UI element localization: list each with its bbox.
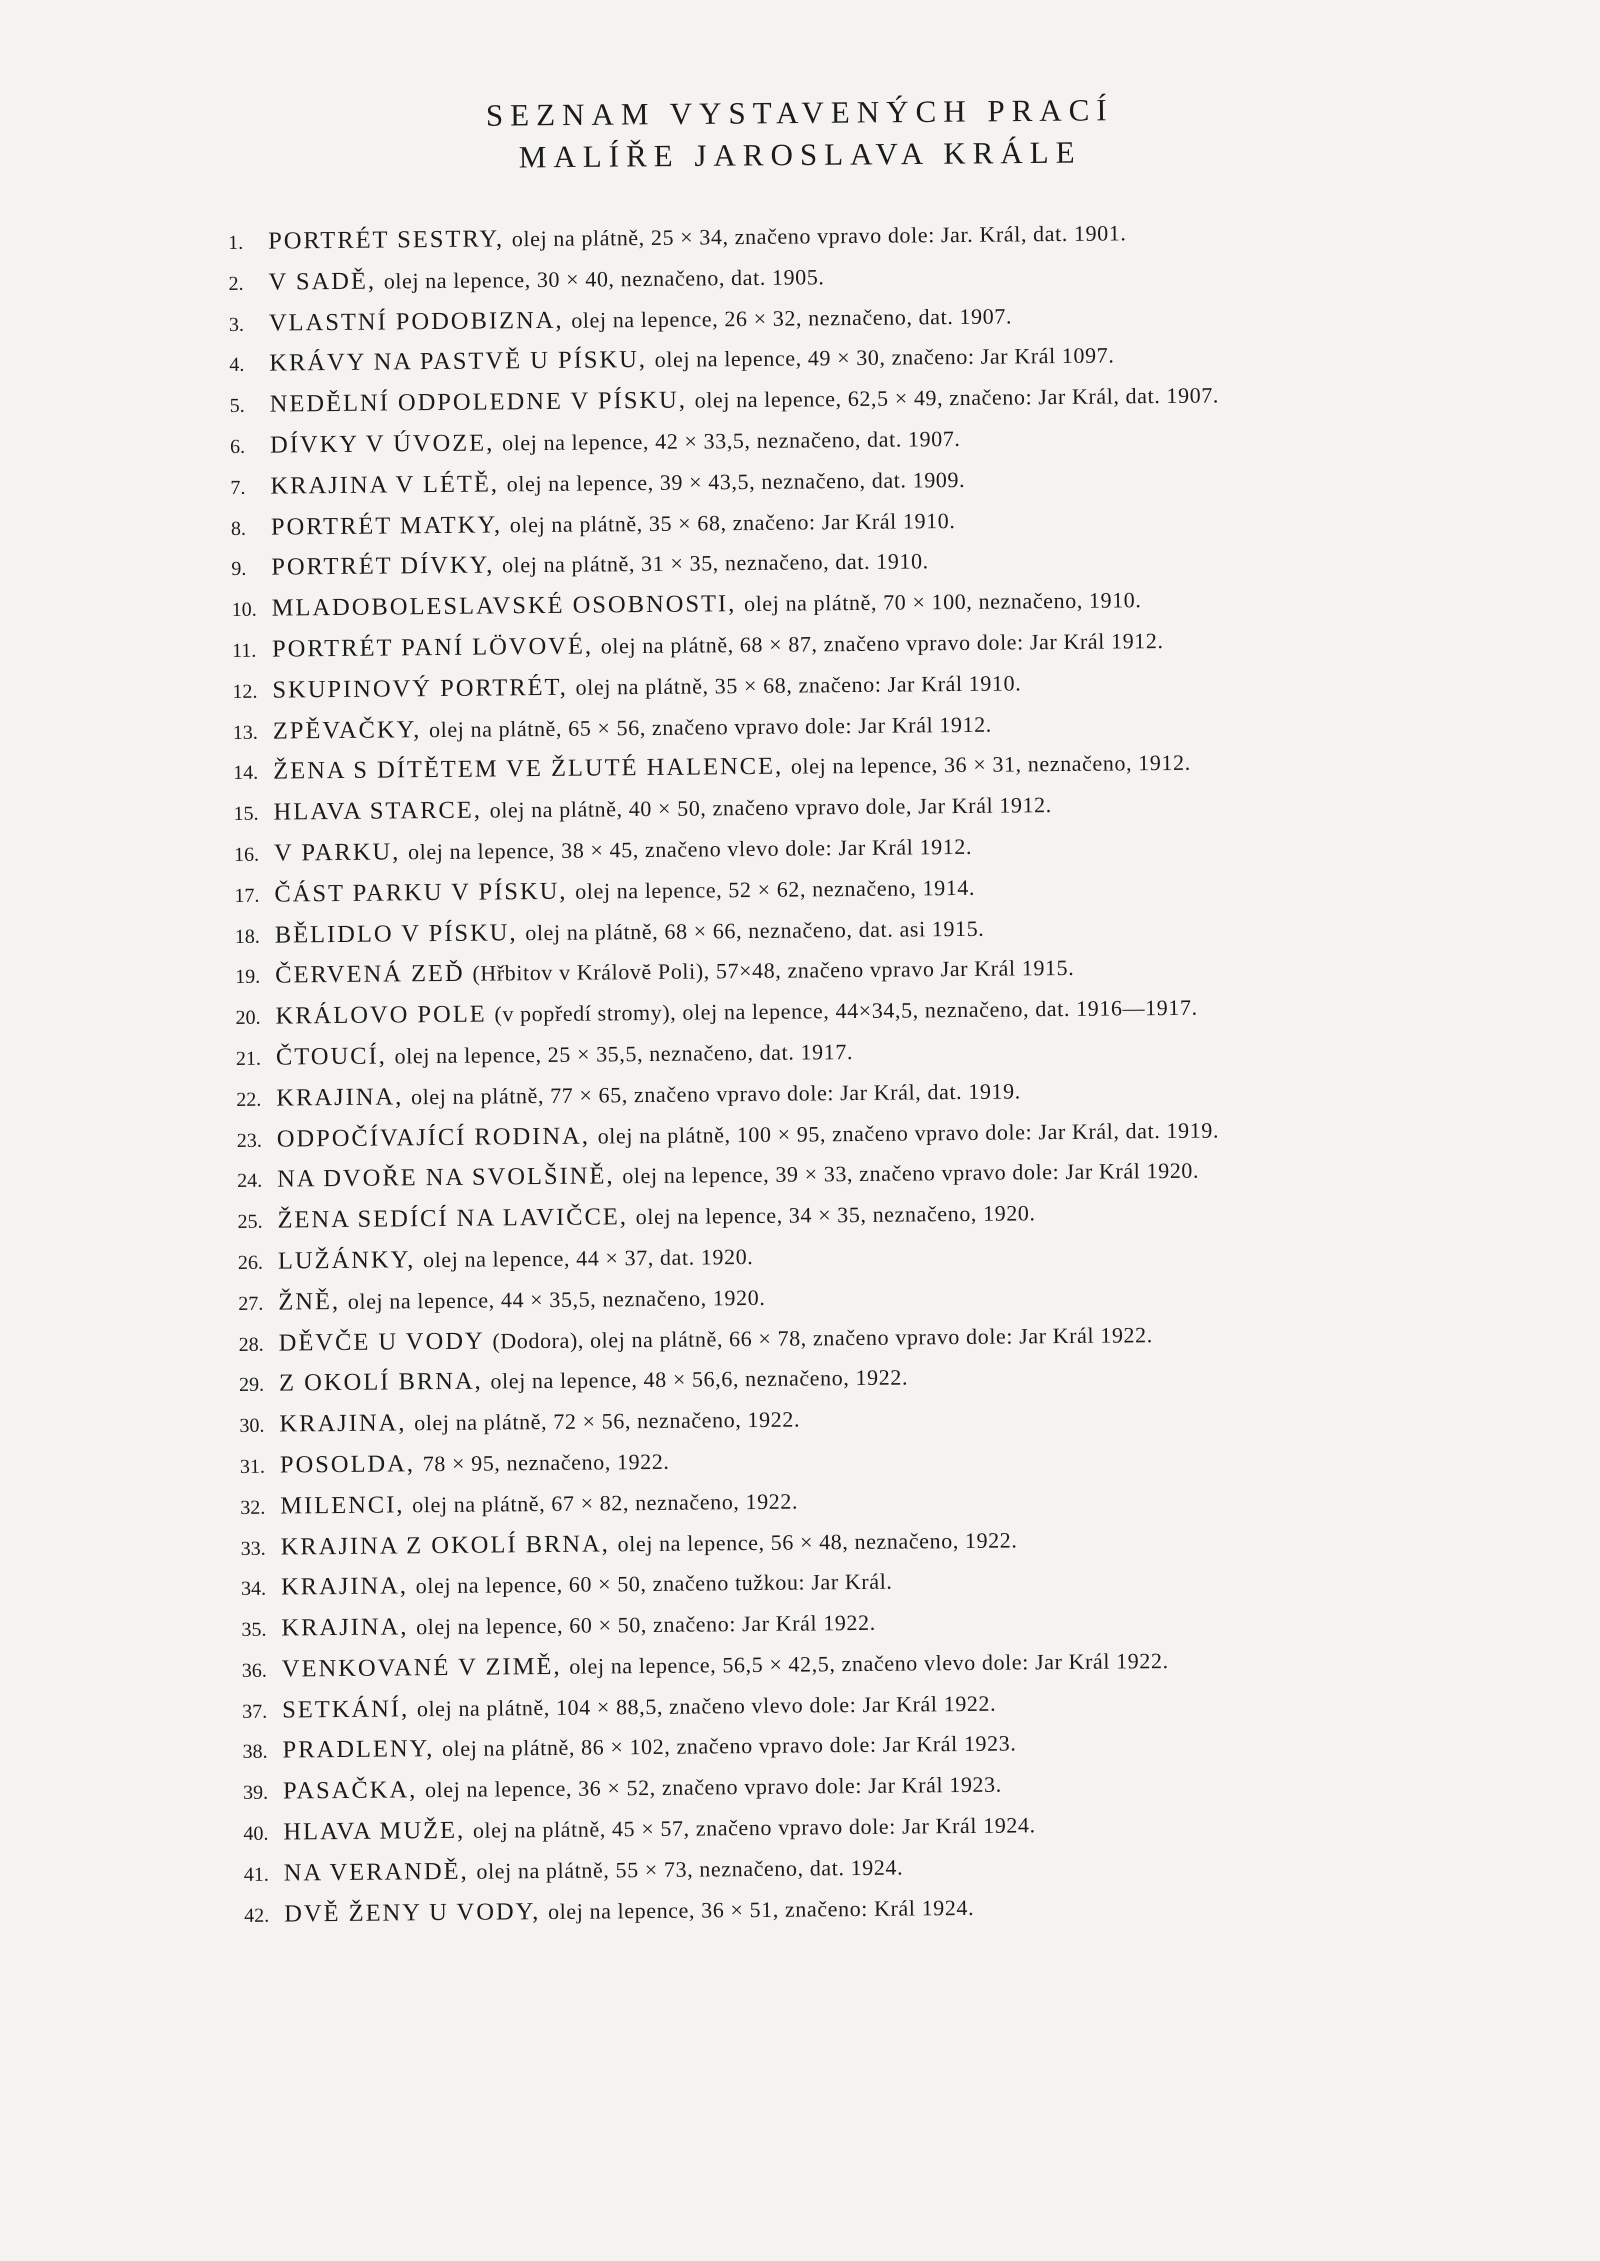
item-title: ŽENA SEDÍCÍ NA LAVIČCE, bbox=[277, 1203, 629, 1234]
item-details: olej na plátně, 35 × 68, značeno: Jar Král 1910. bbox=[509, 507, 956, 537]
item-number: 18. bbox=[234, 925, 260, 948]
item-title: PRADLENY, bbox=[282, 1735, 435, 1765]
item-number: 20. bbox=[235, 1006, 261, 1030]
item-title: KRÁVY NA PASTVĚ U PÍSKU, bbox=[269, 346, 648, 377]
item-details: olej na lepence, 30 × 40, neznačeno, dat. 1905. bbox=[383, 264, 825, 294]
item-title: ČÁST PARKU V PÍSKU, bbox=[274, 877, 568, 908]
item-details: (Hřbitov v Královĕ Poli), 57×48, značeno vpravo Jar Král 1915. bbox=[472, 955, 1075, 987]
title-line-2: MALÍŘE JAROSLAVA KRÁLE bbox=[518, 134, 1082, 175]
item-details: olej na lepence, 49 × 30, značeno: Jar Král 1097. bbox=[654, 342, 1115, 373]
item-number: 25. bbox=[237, 1210, 263, 1234]
item-number: 24. bbox=[237, 1170, 263, 1193]
item-title: KRÁLOVO POLE bbox=[275, 1000, 487, 1030]
item-details: olej na lepence, 25 × 35,5, neznačeno, dat. 1917. bbox=[394, 1038, 854, 1069]
item-title: KRAJINA, bbox=[276, 1083, 404, 1112]
item-details: olej na lepence, 60 × 50, značeno: Jar Král 1922. bbox=[416, 1609, 876, 1640]
item-details: olej na lepence, 48 × 56,6, neznačeno, 1922. bbox=[490, 1364, 909, 1394]
item-title: PORTRÉT MATKY, bbox=[270, 510, 503, 541]
item-number: 22. bbox=[236, 1088, 262, 1111]
item-number: 28. bbox=[238, 1333, 264, 1356]
item-number: 9. bbox=[231, 558, 247, 581]
item-number: 11. bbox=[231, 639, 257, 662]
item-title: ČTOUCÍ, bbox=[275, 1042, 387, 1071]
item-number: 5. bbox=[229, 395, 245, 418]
item-number: 21. bbox=[235, 1047, 262, 1070]
item-number: 27. bbox=[238, 1292, 264, 1315]
item-details: olej na lepence, 39 × 43,5, neznačeno, dat. 1909. bbox=[506, 466, 966, 497]
item-title: VLASTNÍ PODOBIZNA, bbox=[268, 306, 564, 337]
item-title: PORTRÉT DÍVKY, bbox=[271, 551, 495, 581]
item-details: olej na plátně, 31 × 35, neznačeno, dat. 1910. bbox=[501, 548, 929, 578]
item-title: ŽNĚ, bbox=[278, 1287, 341, 1316]
item-details: olej na plátně, 100 × 95, značeno vpravo dole: Jar Král, dat. 1919. bbox=[597, 1117, 1220, 1149]
item-details: olej na plátně, 35 × 68, značeno: Jar Král 1910. bbox=[575, 670, 1022, 700]
item-number: 7. bbox=[230, 476, 246, 499]
item-number: 16. bbox=[233, 843, 260, 866]
item-title: V PARKU, bbox=[273, 838, 401, 867]
item-title: MILENCI, bbox=[280, 1491, 405, 1520]
item-details: olej na plátně, 67 × 82, neznačeno, 1922. bbox=[412, 1488, 799, 1517]
item-number: 23. bbox=[236, 1129, 262, 1152]
item-number: 26. bbox=[237, 1251, 264, 1274]
item-title: KRAJINA V LÉTĚ, bbox=[270, 470, 500, 500]
item-number: 32. bbox=[240, 1496, 266, 1519]
item-title: KRAJINA, bbox=[281, 1613, 409, 1642]
page-title bbox=[0, 85, 1600, 183]
item-title: Z OKOLÍ BRNA, bbox=[278, 1367, 483, 1397]
item-title: ZPĚVAČKY, bbox=[272, 715, 422, 745]
item-details: olej na lepence, 34 × 35, neznačeno, 1920. bbox=[635, 1200, 1036, 1230]
item-details: (Dodora), olej na plátně, 66 × 78, značeno vpravo dole: Jar Král 1922. bbox=[492, 1321, 1153, 1354]
item-title: PASAČKA, bbox=[282, 1776, 418, 1805]
item-details: olej na plátně, 70 × 100, neznačeno, 1910. bbox=[743, 587, 1142, 617]
item-details: olej na plátně, 77 × 65, značeno vpravo dole: Jar Král, dat. 1919. bbox=[410, 1078, 1021, 1110]
item-title: ODPOČÍVAJÍCÍ RODINA, bbox=[276, 1122, 591, 1153]
item-number: 34. bbox=[240, 1577, 267, 1601]
item-number: 38. bbox=[242, 1741, 268, 1764]
item-details: 78 × 95, neznačeno, 1922. bbox=[422, 1448, 670, 1477]
title-line-1: SEZNAM VYSTAVENÝCH PRACÍ bbox=[485, 92, 1114, 133]
item-title: V SADĚ, bbox=[268, 267, 377, 296]
item-title: SETKÁNÍ, bbox=[282, 1695, 410, 1724]
item-number: 19. bbox=[235, 966, 261, 989]
item-details: (v popředí stromy), olej na lepence, 44×34,5, neznačeno, dat. 1916—1917. bbox=[494, 994, 1198, 1027]
item-title: POSOLDA, bbox=[279, 1450, 416, 1479]
item-number: 41. bbox=[243, 1863, 269, 1886]
item-details: olej na lepence, 60 × 50, značeno tužkou: Jar Král. bbox=[415, 1568, 893, 1599]
item-details: olej na plátně, 65 × 56, značeno vpravo dole: Jar Král 1912. bbox=[428, 711, 992, 742]
item-details: olej na plátně, 40 × 50, značeno vpravo dole, Jar Král 1912. bbox=[489, 792, 1052, 823]
item-details: olej na lepence, 26 × 32, neznačeno, dat. 1907. bbox=[571, 303, 1013, 333]
item-number: 3. bbox=[228, 313, 245, 336]
item-title: HLAVA MUŽE, bbox=[283, 1816, 466, 1846]
item-number: 31. bbox=[239, 1455, 265, 1478]
item-details: olej na plátně, 45 × 57, značeno vpravo dole: Jar Král 1924. bbox=[472, 1812, 1036, 1843]
item-details: olej na lepence, 44 × 37, dat. 1920. bbox=[422, 1243, 754, 1273]
item-details: olej na lepence, 56 × 48, neznačeno, 1922. bbox=[617, 1526, 1018, 1556]
item-title: VENKOVANÉ V ZIMĚ, bbox=[281, 1652, 562, 1683]
item-details: olej na plátně, 68 × 66, neznačeno, dat. asi 1915. bbox=[525, 915, 985, 945]
item-title: NEDĚLNÍ ODPOLEDNE V PÍSKU, bbox=[269, 386, 688, 418]
item-number: 40. bbox=[243, 1822, 269, 1846]
item-number: 14. bbox=[233, 762, 259, 785]
item-number: 35. bbox=[241, 1618, 267, 1642]
item-number: 29. bbox=[239, 1374, 265, 1397]
item-number: 17. bbox=[234, 884, 260, 907]
item-number: 33. bbox=[240, 1537, 266, 1560]
item-details: olej na plátně, 68 × 87, značeno vpravo dole: Jar Král 1912. bbox=[600, 628, 1164, 659]
item-number: 1. bbox=[228, 231, 244, 254]
item-details: olej na plátně, 72 × 56, neznačeno, 1922. bbox=[414, 1406, 801, 1436]
item-title: BĚLIDLO V PÍSKU, bbox=[274, 918, 518, 949]
item-number: 12. bbox=[232, 680, 258, 703]
item-details: olej na lepence, 39 × 33, značeno vpravo dole: Jar Král 1920. bbox=[622, 1158, 1200, 1189]
item-title: KRAJINA, bbox=[279, 1409, 407, 1438]
item-number: 37. bbox=[242, 1700, 268, 1723]
item-title: PORTRÉT SESTRY, bbox=[267, 225, 505, 255]
item-title: ŽENA S DÍTĚTEM VE ŽLUTÉ HALENCE, bbox=[273, 753, 784, 785]
item-number: 15. bbox=[233, 802, 259, 826]
item-details: olej na lepence, 36 × 31, neznačeno, 1912. bbox=[790, 750, 1191, 779]
item-title: PORTRÉT PANÍ LÖVOVÉ, bbox=[271, 632, 594, 663]
item-title: DĚVČE U VODY bbox=[278, 1327, 485, 1357]
item-details: olej na lepence, 52 × 62, neznačeno, 1914. bbox=[575, 874, 976, 904]
item-number: 13. bbox=[232, 721, 258, 744]
item-details: olej na lepence, 42 × 33,5, neznačeno, dat. 1907. bbox=[501, 425, 961, 456]
item-details: olej na plátně, 25 × 34, značeno vpravo dole: Jar. Král, dat. 1901. bbox=[511, 220, 1127, 252]
item-number: 8. bbox=[230, 517, 246, 540]
item-number: 6. bbox=[229, 435, 246, 458]
item-details: olej na lepence, 56,5 × 42,5, značeno vlevo dole: Jar Král 1922. bbox=[569, 1647, 1169, 1679]
item-title: NA DVOŘE NA SVOLŠINĚ, bbox=[277, 1162, 615, 1193]
item-title: NA VERANDĚ, bbox=[283, 1857, 469, 1887]
item-number: 39. bbox=[242, 1781, 269, 1805]
item-title: HLAVA STARCE, bbox=[273, 796, 483, 826]
item-title: MLADOBOLESLAVSKÉ OSOBNOSTI, bbox=[271, 590, 737, 622]
item-number: 30. bbox=[239, 1414, 265, 1438]
item-number: 42. bbox=[244, 1904, 270, 1927]
item-number: 2. bbox=[228, 272, 244, 295]
item-title: DÍVKY V ÚVOZE, bbox=[269, 429, 495, 459]
item-details: olej na lepence, 36 × 51, značeno: Král 1924. bbox=[547, 1894, 975, 1924]
item-number: 10. bbox=[231, 598, 257, 622]
item-details: olej na plátně, 86 × 102, značeno vpravo dole: Jar Král 1923. bbox=[441, 1730, 1017, 1762]
item-title: DVĚ ŽENY U VODY, bbox=[284, 1897, 541, 1928]
item-title: ČERVENÁ ZEĎ bbox=[275, 960, 465, 989]
item-details: olej na lepence, 44 × 35,5, neznačeno, 1920. bbox=[347, 1284, 766, 1314]
item-details: olej na lepence, 38 × 45, značeno vlevo dole: Jar Král 1912. bbox=[407, 833, 973, 865]
item-details: olej na plátně, 104 × 88,5, značeno vlevo dole: Jar Král 1922. bbox=[416, 1690, 997, 1721]
exhibited-works-list bbox=[228, 216, 1504, 1941]
item-title: KRAJINA Z OKOLÍ BRNA, bbox=[280, 1529, 610, 1561]
item-title: SKUPINOVÝ PORTRÉT, bbox=[272, 673, 568, 704]
item-number: 4. bbox=[229, 354, 245, 377]
item-details: olej na plátně, 55 × 73, neznačeno, dat. 1924. bbox=[476, 1854, 904, 1884]
item-details: olej na lepence, 62,5 × 49, značeno: Jar Král, dat. 1907. bbox=[694, 382, 1220, 413]
item-title: LUŽÁNKY, bbox=[277, 1246, 416, 1275]
item-details: olej na lepence, 36 × 52, značeno vpravo dole: Jar Král 1923. bbox=[424, 1771, 1002, 1803]
item-number: 36. bbox=[241, 1659, 267, 1682]
item-title: KRAJINA, bbox=[280, 1572, 409, 1601]
